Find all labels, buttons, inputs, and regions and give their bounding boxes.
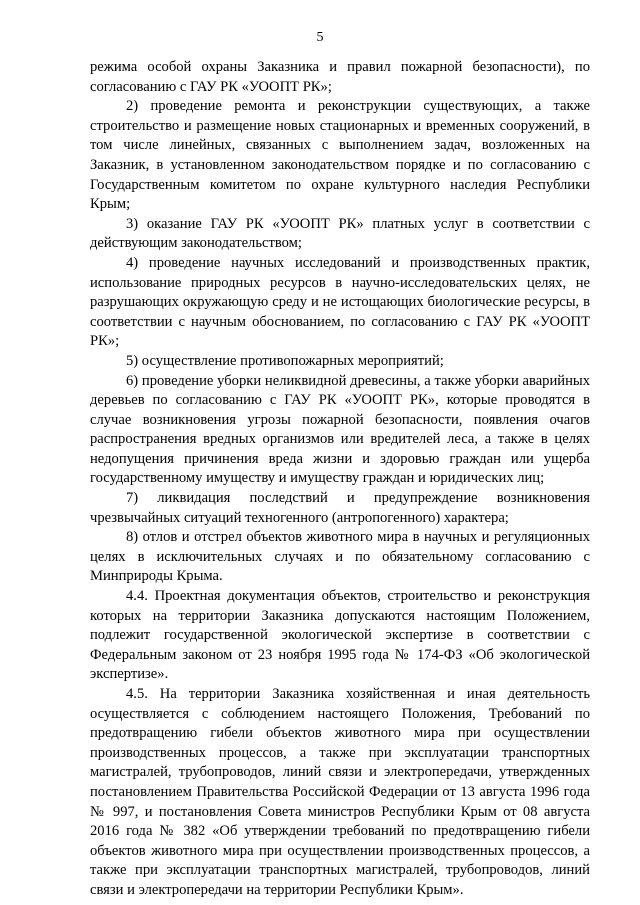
paragraph: 3) оказание ГАУ РК «УООПТ РК» платных услуг в соответствии с действующим законодательством; xyxy=(90,215,590,252)
page-number: 5 xyxy=(316,30,324,45)
paragraph: 4.4. Проектная документация объектов, строительство и реконструкция которых на территории Заказника допускаются настоящим Положением, подлежит государственной экологической экспертизе в соответствии с Федеральным законом от 23 ноября 1995 года № 174-ФЗ «Об экологической экспертизе». xyxy=(90,588,590,683)
paragraph: режима особой охраны Заказника и правил пожарной безопасности), по согласованию с ГАУ РК «УООПТ РК»; xyxy=(90,59,590,95)
paragraph: 2) проведение ремонта и реконструкции существующих, а также строительство и размещение новых стационарных и временных сооружений, в том числе линейных, связанных с выполнением задач, возложенных на Заказник, в установленном законодательством порядке и по согласованию с Государственным комитетом по охране культурного наследия Республики Крым; xyxy=(90,98,590,213)
paragraph: 5) осуществление противопожарных мероприятий; xyxy=(126,352,444,369)
paragraph: 4) проведение научных исследований и производственных практик, использование природных ресурсов в научно-исследовательских целях, не разрушающих окружающую среду и не истощающих биологические ресурсы, в соответствии с научным обоснованием, по согласованию с ГАУ РК «УООПТ РК»; xyxy=(90,254,590,350)
paragraph: 7) ликвидация последствий и предупреждение возникновения чрезвычайных ситуаций техногенного (антропогенного) характера; xyxy=(90,490,590,526)
paragraph: 8) отлов и отстрел объектов животного мира в научных и регуляционных целях в исключительных случаях и по обязательному согласованию с Минприроды Крыма. xyxy=(90,529,590,585)
paragraph: 4.5. На территории Заказника хозяйственная и иная деятельность осуществляется с соблюдением настоящего Положения, Требований по предотвращению гибели объектов животного мира при осуществлении производственных процессов, а также при эксплуатации транспортных магистралей, трубопроводов, линий связи и электропередачи, утвержденных постановлением Правительства Российской Федерации от 13 августа 1996 года № 997, и постановления Совета министров Республики Крым от 08 августа 2016 года № 382 «Об утверждении требований по предотвращению гибели объектов животного мира при осуществлении производственных процессов, а также при эксплуатации транспортных магистралей, трубопроводов, линий связи и электропередачи на территории Республики Крым». xyxy=(90,686,590,898)
document-body xyxy=(90,58,590,901)
paragraph: 6) проведение уборки неликвидной древесины, а также уборки аварийных деревьев по согласованию с ГАУ РК «УООПТ РК», которые проводятся в случае возникновения угрозы пожарной безопасности, появления очагов распространения вредных организмов или вредителей леса, а также в целях недопущения причинения вреда жизни и здоровью граждан или ущерба государственному имуществу и имуществу граждан и юридических лиц; xyxy=(90,372,590,487)
